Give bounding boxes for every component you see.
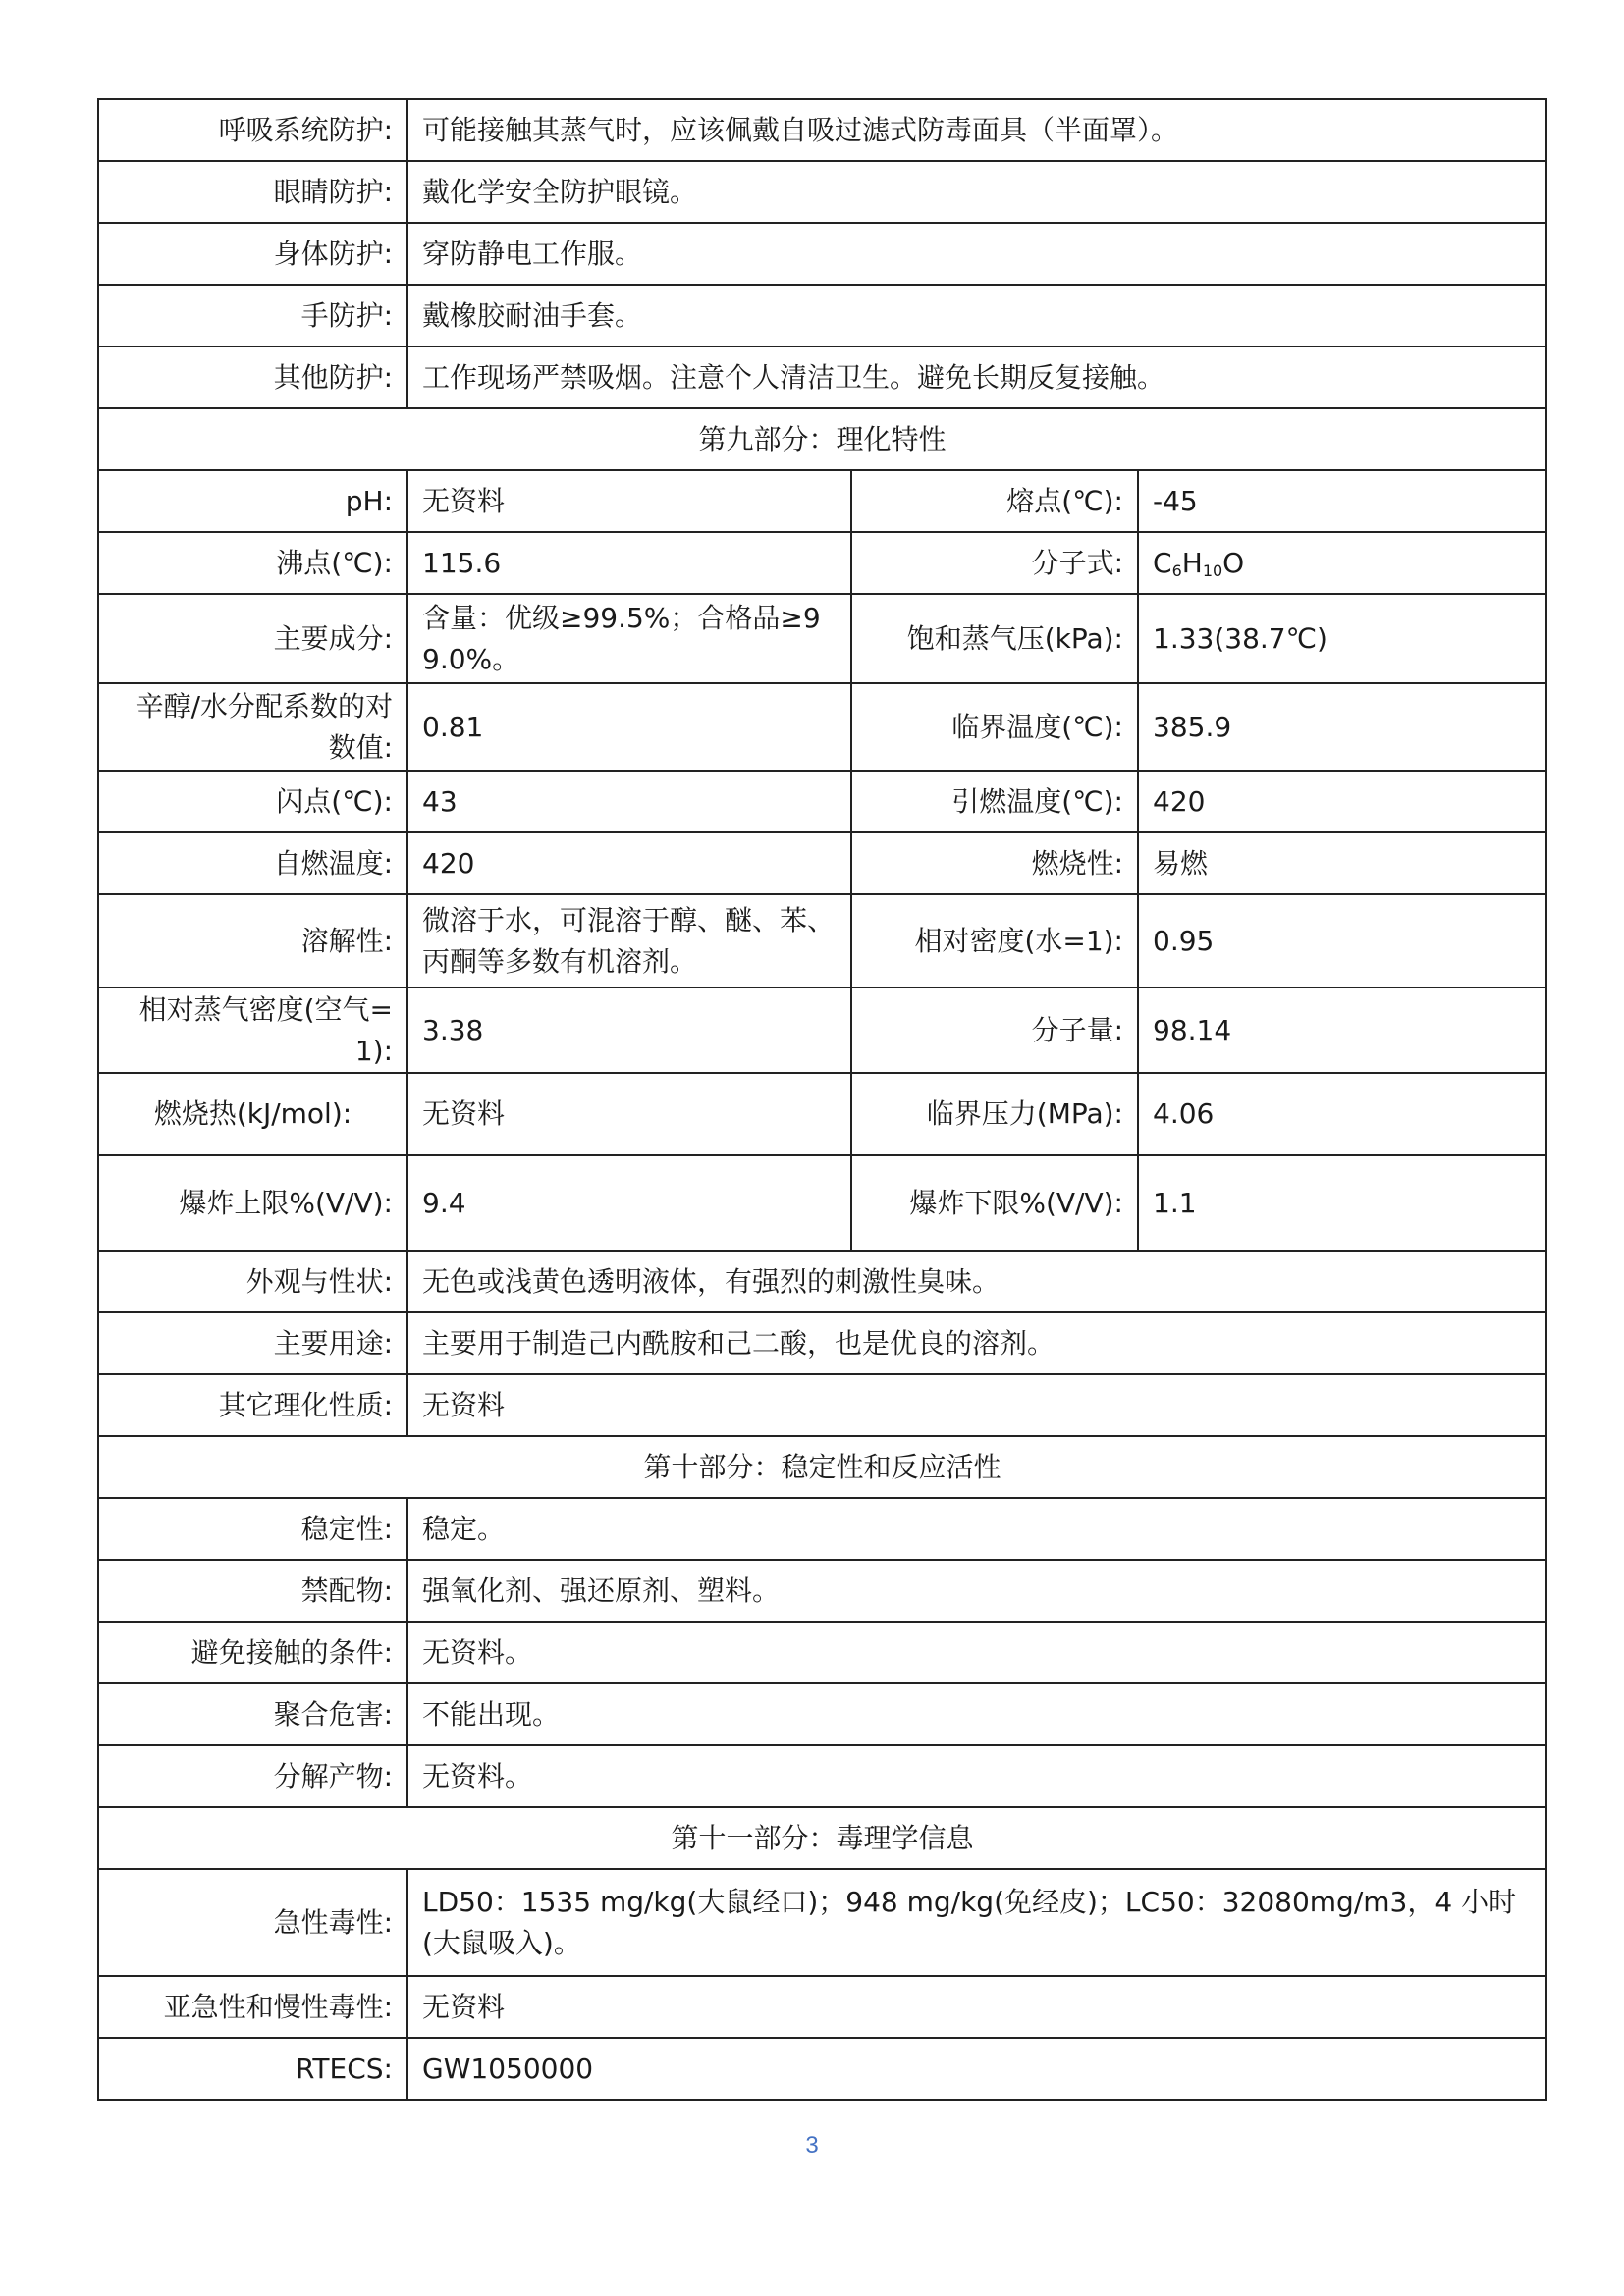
vapor-pressure-label: 饱和蒸气压(kPa): xyxy=(851,594,1138,683)
table-row xyxy=(98,1745,1546,1807)
acute-toxicity-label: 急性毒性: xyxy=(98,1869,407,1976)
section-header-row xyxy=(98,1436,1546,1498)
flammability-value: 易燃 xyxy=(1138,832,1546,894)
other-properties-value: 无资料 xyxy=(407,1374,1546,1436)
heat-of-combustion-label: 燃烧热(kJ/mol): xyxy=(98,1073,407,1155)
partition-coefficient-label: 辛醇/水分配系数的对数值: xyxy=(98,683,407,771)
appearance-label: 外观与性状: xyxy=(98,1251,407,1312)
upper-explosive-limit-label: 爆炸上限%(V/V): xyxy=(98,1155,407,1251)
respiratory-protection-value: 可能接触其蒸气时，应该佩戴自吸过滤式防毒面具（半面罩）。 xyxy=(407,99,1546,161)
table-row xyxy=(98,1251,1546,1312)
lower-explosive-limit-value: 1.1 xyxy=(1138,1155,1546,1251)
table-row xyxy=(98,1869,1546,1976)
table-row xyxy=(98,1073,1546,1155)
other-protection-label: 其他防护: xyxy=(98,347,407,408)
table-row xyxy=(98,1312,1546,1374)
decomposition-products-label: 分解产物: xyxy=(98,1745,407,1807)
table-row xyxy=(98,1683,1546,1745)
other-properties-label: 其它理化性质: xyxy=(98,1374,407,1436)
polymerization-hazard-label: 聚合危害: xyxy=(98,1683,407,1745)
decomposition-products-value: 无资料。 xyxy=(407,1745,1546,1807)
eye-protection-label: 眼睛防护: xyxy=(98,161,407,223)
table-row xyxy=(98,894,1546,988)
incompatible-materials-value: 强氧化剂、强还原剂、塑料。 xyxy=(407,1560,1546,1622)
table-row xyxy=(98,285,1546,347)
vapor-pressure-value: 1.33(38.7℃) xyxy=(1138,594,1546,683)
critical-temperature-value: 385.9 xyxy=(1138,683,1546,771)
ignition-temperature-value: 420 xyxy=(1138,771,1546,832)
relative-vapor-density-label: 相对蒸气密度(空气=1): xyxy=(98,988,407,1073)
boiling-point-label: 沸点(℃): xyxy=(98,532,407,594)
autoignition-temperature-value: 420 xyxy=(407,832,851,894)
heat-of-combustion-value: 无资料 xyxy=(407,1073,851,1155)
critical-temperature-label: 临界温度(℃): xyxy=(851,683,1138,771)
solubility-label: 溶解性: xyxy=(98,894,407,988)
melting-point-label: 熔点(℃): xyxy=(851,470,1138,532)
ignition-temperature-label: 引燃温度(℃): xyxy=(851,771,1138,832)
table-row xyxy=(98,532,1546,594)
critical-pressure-label: 临界压力(MPa): xyxy=(851,1073,1138,1155)
flash-point-value: 43 xyxy=(407,771,851,832)
table-row xyxy=(98,594,1546,683)
critical-pressure-value: 4.06 xyxy=(1138,1073,1546,1155)
main-use-label: 主要用途: xyxy=(98,1312,407,1374)
molecular-formula-label: 分子式: xyxy=(851,532,1138,594)
section9-title: 第九部分：理化特性 xyxy=(98,408,1546,470)
stability-value: 稳定。 xyxy=(407,1498,1546,1560)
rtecs-value: GW1050000 xyxy=(407,2038,1546,2100)
molecular-weight-label: 分子量: xyxy=(851,988,1138,1073)
flash-point-label: 闪点(℃): xyxy=(98,771,407,832)
molecular-weight-value: 98.14 xyxy=(1138,988,1546,1073)
section10-title: 第十部分：稳定性和反应活性 xyxy=(98,1436,1546,1498)
solubility-value: 微溶于水，可混溶于醇、醚、苯、丙酮等多数有机溶剂。 xyxy=(407,894,851,988)
main-component-label: 主要成分: xyxy=(98,594,407,683)
hand-protection-label: 手防护: xyxy=(98,285,407,347)
main-use-value: 主要用于制造己内酰胺和己二酸，也是优良的溶剂。 xyxy=(407,1312,1546,1374)
table-row xyxy=(98,223,1546,285)
ph-label: pH: xyxy=(98,470,407,532)
conditions-to-avoid-label: 避免接触的条件: xyxy=(98,1622,407,1683)
section-header-row xyxy=(98,408,1546,470)
flammability-label: 燃烧性: xyxy=(851,832,1138,894)
relative-density-value: 0.95 xyxy=(1138,894,1546,988)
table-row xyxy=(98,2038,1546,2100)
appearance-value: 无色或浅黄色透明液体，有强烈的刺激性臭味。 xyxy=(407,1251,1546,1312)
table-row xyxy=(98,470,1546,532)
table-row xyxy=(98,99,1546,161)
ph-value: 无资料 xyxy=(407,470,851,532)
table-row xyxy=(98,1155,1546,1251)
hand-protection-value: 戴橡胶耐油手套。 xyxy=(407,285,1546,347)
table-row xyxy=(98,832,1546,894)
main-component-value: 含量：优级≥99.5%；合格品≥99.0%。 xyxy=(407,594,851,683)
relative-density-label: 相对密度(水=1): xyxy=(851,894,1138,988)
table-row xyxy=(98,1976,1546,2038)
melting-point-value: -45 xyxy=(1138,470,1546,532)
polymerization-hazard-value: 不能出现。 xyxy=(407,1683,1546,1745)
table-row xyxy=(98,1498,1546,1560)
upper-explosive-limit-value: 9.4 xyxy=(407,1155,851,1251)
msds-table xyxy=(97,98,1547,2101)
table-row xyxy=(98,161,1546,223)
table-row xyxy=(98,988,1546,1073)
table-row xyxy=(98,1374,1546,1436)
chronic-toxicity-value: 无资料 xyxy=(407,1976,1546,2038)
partition-coefficient-value: 0.81 xyxy=(407,683,851,771)
acute-toxicity-value: LD50：1535 mg/kg(大鼠经口)；948 mg/kg(免经皮)；LC50：32080mg/m3，4 小时(大鼠吸入)。 xyxy=(407,1869,1546,1976)
molecular-formula-value: $C_6H_{10}O$ xyxy=(1138,532,1546,594)
incompatible-materials-label: 禁配物: xyxy=(98,1560,407,1622)
boiling-point-value: 115.6 xyxy=(407,532,851,594)
page-number: 3 xyxy=(805,2132,819,2159)
table-row xyxy=(98,771,1546,832)
section-header-row xyxy=(98,1807,1546,1869)
relative-vapor-density-value: 3.38 xyxy=(407,988,851,1073)
eye-protection-value: 戴化学安全防护眼镜。 xyxy=(407,161,1546,223)
chronic-toxicity-label: 亚急性和慢性毒性: xyxy=(98,1976,407,2038)
table-row xyxy=(98,683,1546,771)
lower-explosive-limit-label: 爆炸下限%(V/V): xyxy=(851,1155,1138,1251)
respiratory-protection-label: 呼吸系统防护: xyxy=(98,99,407,161)
body-protection-label: 身体防护: xyxy=(98,223,407,285)
autoignition-temperature-label: 自燃温度: xyxy=(98,832,407,894)
table-row xyxy=(98,1560,1546,1622)
section11-title: 第十一部分：毒理学信息 xyxy=(98,1807,1546,1869)
stability-label: 稳定性: xyxy=(98,1498,407,1560)
table-row xyxy=(98,1622,1546,1683)
table-row xyxy=(98,347,1546,408)
other-protection-value: 工作现场严禁吸烟。注意个人清洁卫生。避免长期反复接触。 xyxy=(407,347,1546,408)
conditions-to-avoid-value: 无资料。 xyxy=(407,1622,1546,1683)
rtecs-label: RTECS: xyxy=(98,2038,407,2100)
body-protection-value: 穿防静电工作服。 xyxy=(407,223,1546,285)
